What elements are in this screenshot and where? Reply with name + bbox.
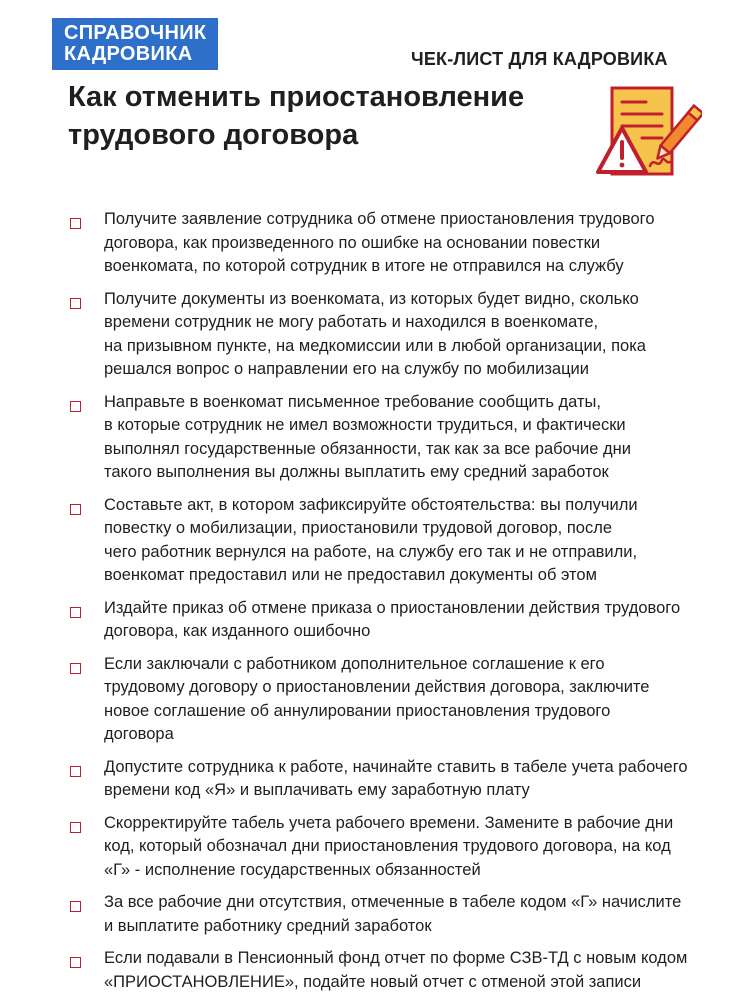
document-warning-pen-icon	[590, 82, 702, 188]
checklist-item-text-line: договора, как изданного ошибочно	[104, 622, 371, 640]
page-title-line2: трудового договора	[68, 119, 359, 151]
page-title	[68, 78, 588, 154]
checklist-item	[68, 391, 718, 485]
checklist-item-text-line: Скорректируйте табель учета рабочего времени. Замените в рабочие дни	[104, 813, 674, 832]
checklist-item-text-line: трудовому договору о приостановлении действия договора, заключите	[104, 678, 650, 696]
checklist-item-text-line: решался вопрос о направлении его на службу по мобилизации	[104, 360, 589, 378]
page-title-line1: Как отменить приостановление	[68, 81, 525, 113]
checkbox[interactable]	[70, 901, 81, 912]
checklist-item	[68, 653, 718, 747]
checkbox[interactable]	[70, 957, 81, 968]
checklist-item-text-line: договора, как произведенного по ошибке на основании повестки	[104, 233, 601, 252]
checklist-item-text-line: Составьте акт, в котором зафиксируйте обстоятельства: вы получили	[104, 495, 638, 514]
document-type-label: ЧЕК-ЛИСТ ДЛЯ КАДРОВИКА	[411, 49, 668, 69]
checklist-item-text-line: в которые сотрудник не имел возможности трудиться, и фактически	[104, 416, 626, 434]
checklist-item-text-line: военкомат предоставил или не предоставил документы об этом	[104, 566, 597, 584]
checkbox[interactable]	[70, 663, 81, 674]
checklist-item	[68, 756, 718, 803]
checklist-item-text-line: «ПРИОСТАНОВЛЕНИЕ», подайте новый отчет с отменой этой записи	[104, 972, 642, 991]
brand-logo-line2: КАДРОВИКА	[64, 43, 193, 65]
checklist-item	[68, 812, 718, 883]
checkbox[interactable]	[70, 504, 81, 515]
checklist-item	[68, 597, 718, 644]
checklist-item	[68, 891, 718, 938]
checklist-item-text-line: выполнял государственные обязанности, так как за все рабочие дни	[104, 439, 631, 458]
brand-logo-line1: СПРАВОЧНИК	[64, 22, 207, 44]
checklist-item	[68, 288, 718, 382]
checklist-item-text-line: времени код «Я» и выплачивать ему заработную плату	[104, 781, 530, 799]
checklist-item-text-line: договора	[104, 725, 174, 743]
checklist-item-text-line: Допустите сотрудника к работе, начинайте ставить в табеле учета рабочего	[104, 757, 688, 776]
checkbox[interactable]	[70, 607, 81, 618]
checklist-item-text-line: Получите заявление сотрудника об отмене приостановления трудового	[104, 210, 655, 228]
checklist	[68, 208, 718, 1003]
checklist-item-text-line: Если заключали с работником дополнительное соглашение к его	[104, 654, 605, 673]
checkbox[interactable]	[70, 298, 81, 309]
checkbox[interactable]	[70, 218, 81, 229]
checkbox[interactable]	[70, 822, 81, 833]
checklist-item-text-line: Получите документы из военкомата, из которых будет видно, сколько	[104, 289, 639, 308]
checklist-item-text-line: и выплатите работнику средний заработок	[104, 916, 432, 935]
checklist-item	[68, 494, 718, 588]
checklist-item-text-line: чего работник вернулся на работе, на службу его так и не отправили,	[104, 542, 638, 561]
checklist-item-text-line: повестку о мобилизации, приостановили трудовой договор, после	[104, 519, 613, 537]
checklist-item-text-line: военкомата, по которой сотрудник в итоге не отправился на службу	[104, 257, 624, 275]
checklist-item-text-line: Направьте в военкомат письменное требование сообщить даты,	[104, 392, 601, 411]
checkbox[interactable]	[70, 401, 81, 412]
checklist-item-text-line: Издайте приказ об отмене приказа о приостановлении действия трудового	[104, 598, 681, 617]
brand-logo	[52, 18, 218, 70]
checklist-item-text-line: такого выполнения вы должны выплатить ему средний заработок	[104, 463, 609, 481]
checklist-item	[68, 208, 718, 279]
checklist-item-text-line: новое соглашение об аннулировании приостановления трудового	[104, 701, 611, 720]
checklist-item-text-line: на призывном пункте, на медкомиссии или в любой организации, пока	[104, 336, 646, 355]
checklist-item-text-line: «Г» - исполнение государственных обязанностей	[104, 860, 481, 879]
checklist-item-text-line: За все рабочие дни отсутствия, отмеченные в табеле кодом «Г» начислите	[104, 893, 682, 911]
checklist-item-text-line: Если подавали в Пенсионный фонд отчет по форме СЗВ-ТД с новым кодом	[104, 949, 688, 967]
checklist-item-text-line: времени сотрудник не могу работать и находился в военкомате,	[104, 313, 599, 331]
checklist-item-text-line: код, который обозначал дни приостановления трудового договора, на код	[104, 837, 671, 855]
checkbox[interactable]	[70, 766, 81, 777]
